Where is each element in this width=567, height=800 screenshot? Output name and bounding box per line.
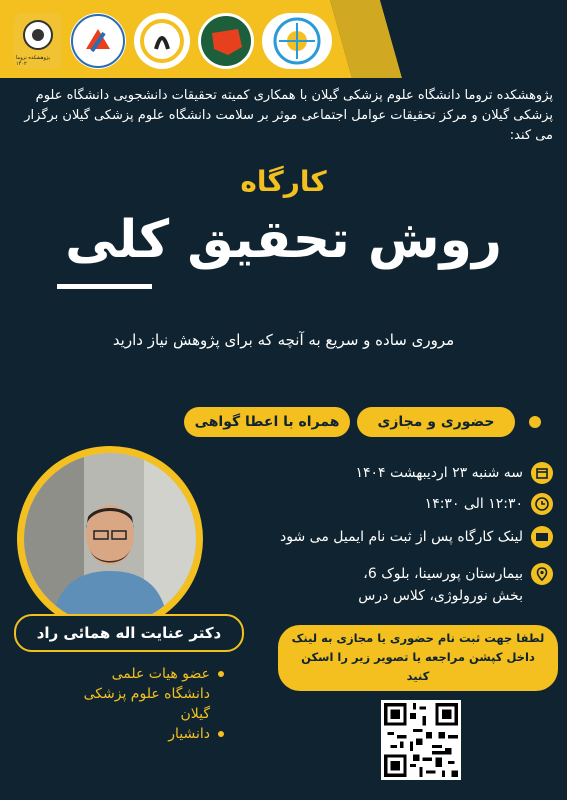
speaker-photo-frame (17, 446, 203, 632)
location-pin-icon (531, 563, 553, 585)
trauma-research-logo (14, 13, 62, 69)
workshop-subtitle: مروری ساده و سریع به آنچه که برای پژوهش نیاز دارید (112, 331, 455, 349)
bio-line-3: گیلان (180, 706, 210, 722)
speaker-photo (24, 453, 196, 625)
event-type-heading: کارگاه (240, 165, 327, 198)
intro-text: پژوهشکده تروما دانشگاه علوم پزشکی گیلان با همکاری کمیته تحقیقات دانشجویی دانشگاه علوم پزشکی گیلان و مرکز تحقیقات عوامل اجتماعی موثر بر سلامت دانشگاه علوم پزشکی گیلان برگزار می کند: (24, 88, 553, 143)
bio-line-1: عضو هیات علمی (111, 666, 210, 682)
registration-qr-code[interactable] (381, 700, 461, 780)
mode-tag: حضوری و مجازی (357, 407, 515, 437)
registration-box (278, 625, 558, 691)
logo-row (14, 10, 332, 72)
clock-icon (531, 493, 553, 515)
tag-bullet-icon (529, 416, 541, 428)
location-line-2: بخش نورولوژی، کلاس درس (358, 588, 523, 604)
monitor-icon (531, 526, 553, 548)
event-time: ۱۲:۳۰ الی ۱۴:۳۰ (424, 496, 523, 512)
location-line-1: بیمارستان پورسینا، بلوک 6، (363, 566, 523, 582)
iran-map-logo (198, 13, 254, 69)
bio-bullet-icon (218, 731, 224, 737)
speaker-bio (40, 664, 210, 744)
certificate-tag: همراه با اعطا گواهی (184, 407, 350, 437)
trauma-logo-caption: پژوهشکده تروما ۱۴۰۲ (16, 55, 51, 67)
sdhrc-logo (134, 13, 190, 69)
bio-bullet-icon (218, 671, 224, 677)
registration-line-1: لطفا جهت ثبت نام حضوری یا مجازی به لینک (291, 631, 545, 645)
student-research-committee-logo (70, 13, 126, 69)
title-underline (57, 284, 152, 289)
event-date: سه شنبه ۲۳ اردیبهشت ۱۴۰۴ (355, 465, 523, 481)
registration-line-2: داخل کپشن مراجعه یا تصویر زیر را اسکن (301, 650, 535, 664)
calendar-icon (531, 462, 553, 484)
workshop-title: روش تحقیق کلی (65, 210, 502, 270)
speaker-name: دکتر عنایت اله همائی راد (14, 614, 244, 652)
university-logo (262, 13, 332, 69)
workshop-link-info: لینک کارگاه پس از ثبت نام ایمیل می شود (280, 529, 523, 545)
bio-line-2: دانشگاه علوم پزشکی (83, 686, 210, 702)
registration-line-3: کنید (406, 669, 430, 683)
bio-line-4: دانشیار (168, 726, 210, 742)
